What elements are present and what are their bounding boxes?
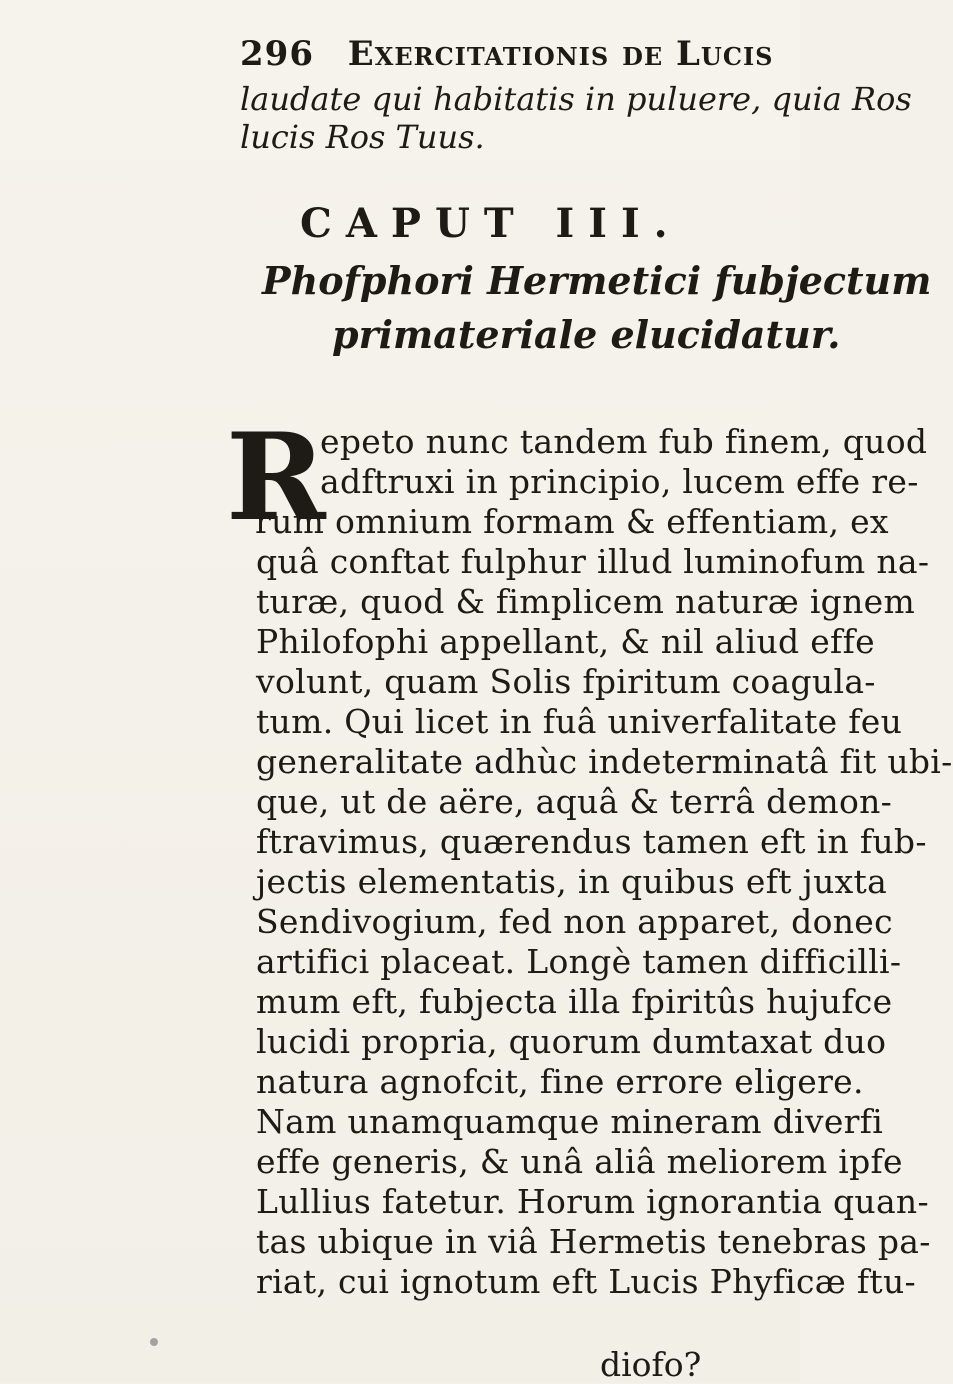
chapter-subtitle-line-2: primateriale elucidatur. (332, 312, 841, 357)
body-line: Philofophi appellant, & nil aliud effe (256, 622, 875, 661)
body-line: lucidi propria, quorum dumtaxat duo (256, 1022, 887, 1061)
body-line: tas ubique in viâ Hermetis tenebras pa- (256, 1222, 931, 1261)
body-line: mum eft, fubjecta illa fpiritûs hujufce (256, 982, 893, 1021)
body-line: epeto nunc tandem fub finem, quod (320, 422, 928, 461)
body-line: Lullius fatetur. Horum ignorantia quan- (256, 1182, 929, 1221)
chapter-subtitle-line-1: Phofphori Hermetici fubjectum (262, 258, 932, 303)
body-line: Sendivogium, fed non apparet, donec (256, 902, 893, 941)
body-line: generalitate adhùc indeterminatâ fit ubi- (256, 742, 953, 781)
body-line: artifici placeat. Longè tamen difficilli- (256, 942, 902, 981)
body-line: Nam unamquamque mineram diverfi (256, 1102, 884, 1141)
body-line: adftruxi in principio, lucem effe re- (320, 462, 919, 501)
ink-speck (150, 1338, 158, 1346)
body-line: quâ conftat fulphur illud luminofum na- (256, 542, 930, 581)
body-line: volunt, quam Solis fpiritum coagula- (256, 662, 876, 701)
page-number: 296 (240, 34, 314, 74)
body-line: rum omnium formam & effentiam, ex (255, 502, 889, 541)
drop-cap: R (226, 407, 326, 548)
body-line: jectis elementatis, in quibus eft juxta (256, 862, 888, 901)
catchword: diofo? (600, 1345, 702, 1384)
chapter-title: CAPUT III. (300, 200, 682, 247)
body-line: que, ut de aëre, aquâ & terrâ demon- (256, 782, 893, 821)
body-line: tum. Qui licet in fuâ univerfalitate feu (256, 702, 903, 741)
body-line: natura agnofcit, fine errore eligere. (256, 1062, 864, 1101)
body-line: effe generis, & unâ aliâ meliorem ipfe (256, 1142, 903, 1181)
intro-line-2: lucis Ros Tuus. (240, 118, 485, 156)
body-line: turæ, quod & fimplicem naturæ ignem (256, 582, 916, 621)
body-line: ftravimus, quærendus tamen eft in fub- (256, 822, 927, 861)
running-title: Exercitationis de Lucis (347, 34, 774, 74)
body-line: riat, cui ignotum eft Lucis Phyficæ ftu- (256, 1262, 916, 1301)
running-header (240, 34, 774, 74)
intro-line-1: laudate qui habitatis in puluere, quia Ros (240, 80, 912, 118)
